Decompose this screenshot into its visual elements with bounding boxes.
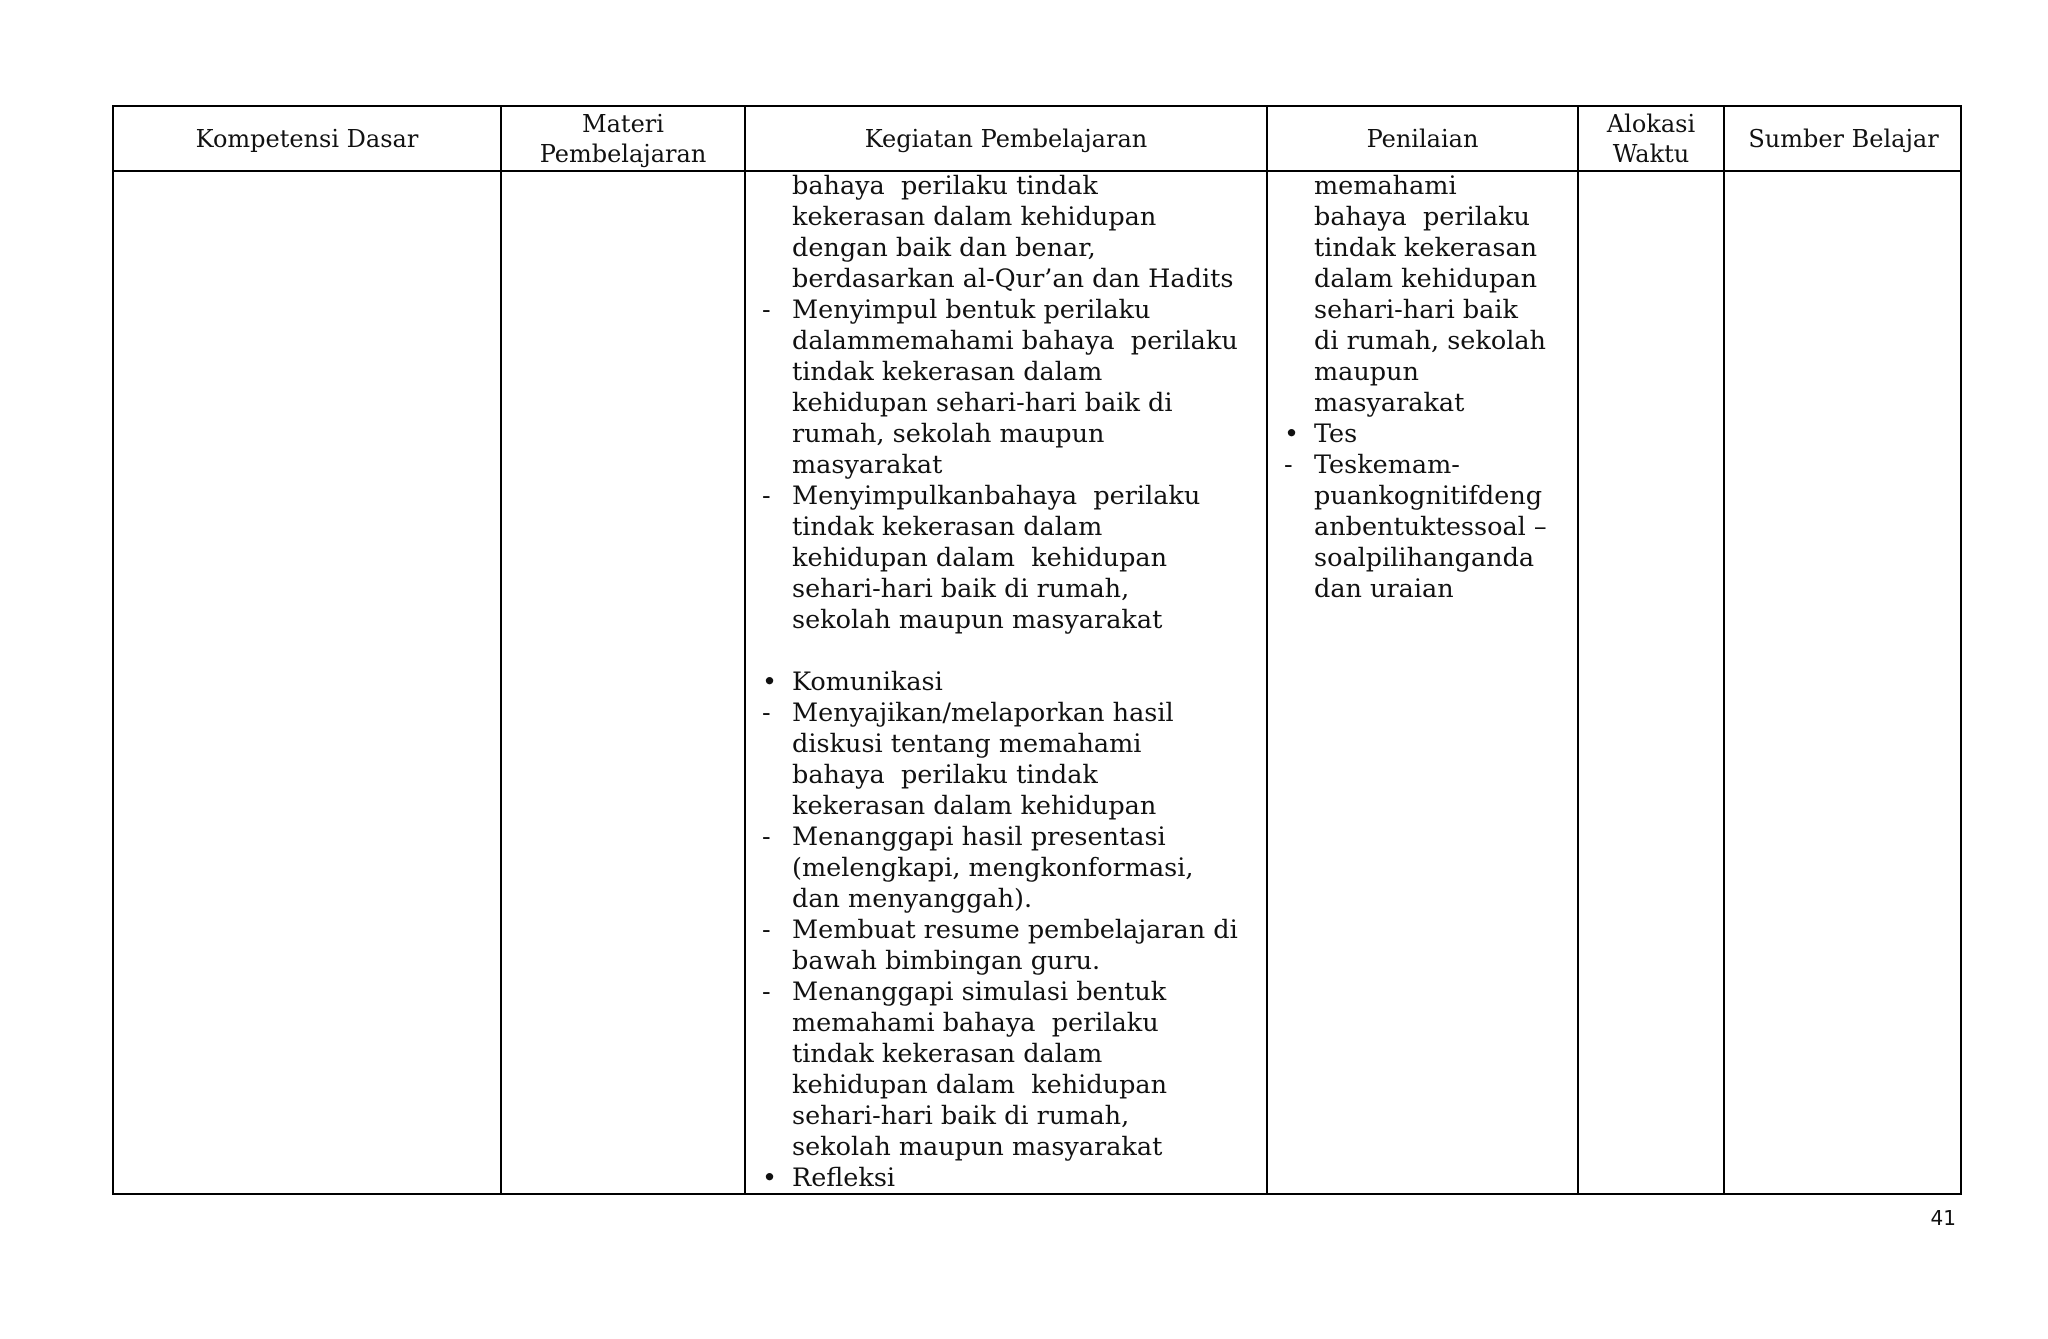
bullet-marker: • <box>1284 419 1300 449</box>
cell-line <box>792 171 1262 202</box>
cell-line-text: sehari-hari baik di rumah, <box>792 1101 1130 1131</box>
cell-line <box>792 512 1262 543</box>
cell-line-text: kehidupan dalam kehidupan <box>792 1070 1168 1100</box>
dash-marker: - <box>762 822 771 852</box>
cell-line-text: maupun <box>1314 357 1419 387</box>
cell-line-text: Menanggapi simulasi bentuk <box>792 977 1167 1007</box>
cell-line-text: dengan baik dan benar, <box>792 233 1096 263</box>
cell-line <box>792 760 1262 791</box>
cell-line <box>792 543 1262 574</box>
cell-line <box>792 884 1262 915</box>
cell-line-text: bahaya perilaku tindak <box>792 760 1098 790</box>
column-divider <box>744 107 746 1193</box>
header-materi-pembelajaran: Materi Pembelajaran <box>539 109 707 168</box>
cell-line <box>792 233 1262 264</box>
cell-line-text: Komunikasi <box>792 667 943 697</box>
bullet-marker: • <box>762 1163 778 1193</box>
cell-line-text: memahami bahaya perilaku <box>792 1008 1159 1038</box>
cell-line-text: kekerasan dalam kehidupan <box>792 791 1157 821</box>
cell-line <box>792 791 1262 822</box>
cell-line <box>1314 481 1574 512</box>
cell-line <box>762 295 1262 326</box>
dash-marker: - <box>762 915 771 945</box>
cell-line-text: dan menyanggah). <box>792 884 1033 914</box>
cell-line-text: kekerasan dalam kehidupan <box>792 202 1157 232</box>
cell-line-text: masyarakat <box>1314 388 1465 418</box>
header-alokasi-waktu: Alokasi Waktu <box>1606 109 1696 168</box>
cell-line-text: sehari-hari baik di rumah, <box>792 574 1130 604</box>
dash-marker: - <box>762 698 771 728</box>
cell-line <box>762 822 1262 853</box>
cell-line <box>792 326 1262 357</box>
cell-line <box>792 574 1262 605</box>
cell-line <box>792 636 1262 667</box>
cell-kegiatan-pembelajaran <box>762 171 1262 1194</box>
column-divider <box>1266 107 1268 1193</box>
dash-marker: - <box>762 295 771 325</box>
lesson-plan-table <box>112 105 1962 1195</box>
cell-line <box>1314 326 1574 357</box>
cell-line <box>1314 357 1574 388</box>
cell-line-text: berdasarkan al-Qur’an dan Hadits <box>792 264 1234 294</box>
cell-line <box>762 667 1262 698</box>
cell-line-text: (melengkapi, mengkonformasi, <box>792 853 1194 883</box>
cell-line-text: Menanggapi hasil presentasi <box>792 822 1166 852</box>
cell-line-text: Menyimpulkanbahaya perilaku <box>792 481 1201 511</box>
cell-line <box>792 1132 1262 1163</box>
cell-line <box>792 357 1262 388</box>
column-divider <box>500 107 502 1193</box>
cell-line-text: diskusi tentang memahami <box>792 729 1142 759</box>
cell-line <box>1314 543 1574 574</box>
cell-line-text: sekolah maupun masyarakat <box>792 1132 1163 1162</box>
dash-marker: - <box>762 977 771 1007</box>
cell-line-text: di rumah, sekolah <box>1314 326 1546 356</box>
cell-line <box>1314 202 1574 233</box>
cell-line-text: Tes <box>1314 419 1358 449</box>
cell-line <box>792 729 1262 760</box>
page-number: 41 <box>1930 1206 1956 1230</box>
cell-line-text: bahaya perilaku <box>1314 202 1530 232</box>
cell-line-text: masyarakat <box>792 450 943 480</box>
cell-line <box>792 1070 1262 1101</box>
cell-line <box>1284 450 1574 481</box>
cell-line <box>1314 295 1574 326</box>
cell-line-text: Teskemam- <box>1314 450 1460 480</box>
cell-line <box>1314 388 1574 419</box>
header-kegiatan-pembelajaran: Kegiatan Pembelajaran <box>864 124 1148 153</box>
cell-line <box>792 264 1262 295</box>
cell-line <box>792 605 1262 636</box>
cell-line <box>792 1008 1262 1039</box>
cell-line-text: kehidupan dalam kehidupan <box>792 543 1168 573</box>
cell-line <box>792 450 1262 481</box>
dash-marker: - <box>762 481 771 511</box>
cell-line-text: sekolah maupun masyarakat <box>792 605 1163 635</box>
cell-line <box>1314 233 1574 264</box>
cell-line-text: soalpilihanganda <box>1314 543 1535 573</box>
cell-line <box>792 946 1262 977</box>
cell-line-text: Refleksi <box>792 1163 896 1193</box>
cell-line <box>792 1101 1262 1132</box>
header-kompetensi-dasar: Kompetensi Dasar <box>195 124 419 153</box>
cell-line <box>792 1039 1262 1070</box>
cell-line <box>792 419 1262 450</box>
cell-line <box>762 481 1262 512</box>
cell-line-text: tindak kekerasan dalam <box>792 512 1103 542</box>
cell-line-text: dan uraian <box>1314 574 1454 604</box>
cell-line-text: tindak kekerasan <box>1314 233 1538 263</box>
cell-line <box>762 698 1262 729</box>
cell-line-text: Membuat resume pembelajaran di <box>792 915 1238 945</box>
cell-line <box>1284 419 1574 450</box>
cell-line <box>1314 574 1574 605</box>
cell-line-text: anbentuktessoal – <box>1314 512 1547 542</box>
cell-line-text: bawah bimbingan guru. <box>792 946 1101 976</box>
cell-line <box>1314 512 1574 543</box>
dash-marker: - <box>1284 450 1293 480</box>
cell-line-text: Menyimpul bentuk perilaku <box>792 295 1151 325</box>
cell-line <box>762 977 1262 1008</box>
cell-line-text: dalam kehidupan <box>1314 264 1537 294</box>
cell-line-text: memahami <box>1314 171 1457 201</box>
cell-line-text: tindak kekerasan dalam <box>792 357 1103 387</box>
cell-line-text: kehidupan sehari-hari baik di <box>792 388 1173 418</box>
cell-line-text: bahaya perilaku tindak <box>792 171 1098 201</box>
cell-line <box>762 1163 1262 1194</box>
cell-line-text: Menyajikan/melaporkan hasil <box>792 698 1174 728</box>
cell-line <box>792 853 1262 884</box>
cell-line <box>792 202 1262 233</box>
column-divider <box>1577 107 1579 1193</box>
bullet-marker: • <box>762 667 778 697</box>
cell-line-text: sehari-hari baik <box>1314 295 1518 325</box>
header-penilaian: Penilaian <box>1366 124 1479 153</box>
cell-line <box>1314 264 1574 295</box>
cell-line-text: puankognitifdeng <box>1314 481 1543 511</box>
cell-line-text: dalammemahami bahaya perilaku <box>792 326 1238 356</box>
cell-line <box>792 388 1262 419</box>
cell-penilaian <box>1284 171 1574 605</box>
cell-line <box>762 915 1262 946</box>
header-sumber-belajar: Sumber Belajar <box>1748 124 1939 153</box>
cell-line-text: rumah, sekolah maupun <box>792 419 1105 449</box>
cell-line <box>1314 171 1574 202</box>
cell-line-text: tindak kekerasan dalam <box>792 1039 1103 1069</box>
column-divider <box>1723 107 1725 1193</box>
